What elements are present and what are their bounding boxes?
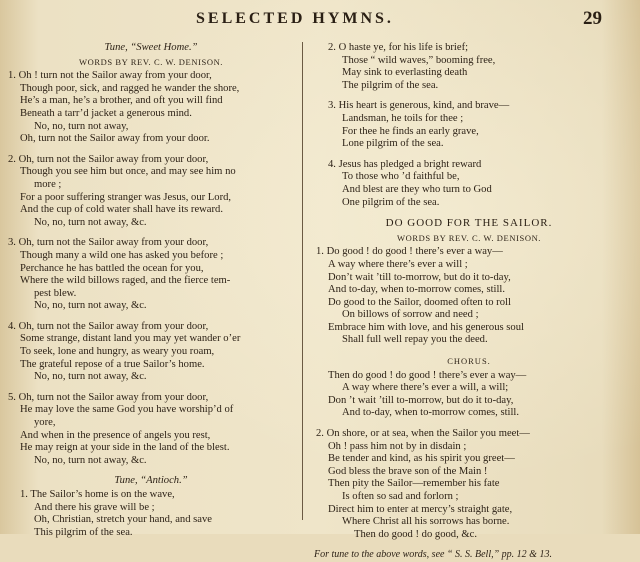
running-title: SELECTED HYMNS. — [196, 10, 394, 27]
verse-line: 4. Jesus has pledged a bright reward — [328, 158, 482, 170]
verse-line: No, no, turn not away, &c. — [34, 300, 147, 312]
verse-line: For a poor suffering stranger was Jesus, our Lord, — [20, 191, 232, 203]
verse-line: Then pity the Sailor—remember his fate — [328, 478, 500, 490]
words-credit: WORDS BY REV. C. W. DENISON. — [396, 232, 542, 243]
verse-line: To those who ’d faithful be, — [342, 171, 460, 183]
verse-line: Though poor, sick, and ragged he wander the shore, — [20, 82, 240, 94]
verse-line: Embrace him with love, and his generous soul — [328, 321, 524, 333]
verse-line: 3. Oh, turn not the Sailor away from your door, — [8, 237, 209, 249]
verse-line: No, no, turn not away, &c. — [34, 454, 147, 466]
verse-line: The pilgrim of the sea. — [342, 79, 439, 91]
verse-line: yore, — [34, 417, 56, 429]
hymn-stanza-3 — [6, 237, 296, 313]
verse-line: For thee he finds an early grave, — [342, 125, 479, 137]
words-credit: WORDS BY REV. C. W. DENISON. — [78, 56, 224, 67]
verse-line: Is often so sad and forlorn ; — [342, 491, 459, 502]
verse-line: On billows of sorrow and need ; — [342, 309, 479, 321]
hymn-stanza-2 — [6, 154, 296, 230]
verse-line: Where Christ all his sorrows has borne. — [342, 516, 510, 528]
verse-line: One pilgrim of the sea. — [342, 196, 440, 208]
chorus — [314, 370, 624, 420]
verse-line: A way where there’s ever a will, a will; — [342, 382, 509, 394]
verse-line: No, no, turn not away, — [34, 120, 129, 132]
verse-line: And to-day, when to-morrow comes, still. — [328, 284, 506, 296]
antioch-stanza-4 — [314, 159, 624, 209]
verse-line: pest blew. — [34, 287, 77, 299]
verse-line: And there his grave will be ; — [34, 501, 155, 513]
verse-line: He may love the same God you have worship’d of — [20, 404, 234, 416]
verse-line: Shall full well repay you the deed. — [342, 334, 488, 346]
do-good-stanza-1 — [314, 246, 624, 347]
antioch-stanza-2 — [314, 42, 624, 92]
verse-line: Direct him to enter at mercy’s straight gate, — [328, 503, 513, 515]
verse-line: A way where there’s ever a will ; — [328, 258, 468, 270]
verse-line: Then do good ! do good, &c. — [354, 528, 477, 540]
verse-line: Oh, turn not the Sailor away from your door. — [20, 133, 210, 145]
verse-line: The grateful repose of a true Sailor’s home. — [20, 358, 205, 370]
verse-line: 1. Do good ! do good ! there’s ever a way— — [316, 246, 503, 258]
hymn-stanza-1 — [6, 70, 296, 146]
verse-line: 4. Oh, turn not the Sailor away from your door, — [8, 320, 209, 332]
verse-line: Do good to the Sailor, doomed often to roll — [328, 296, 511, 308]
verse-line: 1. Oh ! turn not the Sailor away from your door, — [8, 70, 212, 82]
verse-line: This pilgrim of the sea. — [34, 526, 133, 538]
tune-heading-sweet-home: Tune, “Sweet Home.” — [104, 42, 198, 53]
hymn-stanza-5 — [6, 392, 296, 468]
verse-line: He’s a man, he’s a brother, and oft you will find — [20, 95, 223, 107]
page-number: 29 — [583, 8, 602, 29]
page-header — [0, 8, 640, 38]
verse-line: God bless the brave son of the Main ! — [328, 465, 488, 477]
tune-heading-antioch: Tune, “Antioch.” — [114, 475, 188, 487]
verse-line: Those “ wild waves,” booming free, — [342, 54, 496, 66]
antioch-stanza-3 — [314, 100, 624, 150]
verse-line: And the cup of cold water shall have its reward. — [20, 204, 223, 216]
verse-line: Be tender and kind, as his spirit you greet— — [328, 453, 515, 465]
do-good-stanza-2 — [314, 428, 624, 541]
antioch-stanza-1 — [6, 489, 296, 539]
tune-footnote: For tune to the above words, see “ S. S. Bell,” pp. 12 & 13. — [314, 549, 552, 561]
verse-line: Oh, Christian, stretch your hand, and save — [34, 514, 212, 526]
verse-line: And blest are they who turn to God — [342, 183, 492, 195]
verse-line: Landsman, he toils for thee ; — [342, 112, 464, 124]
verse-line: 1. The Sailor’s home is on the wave, — [20, 489, 175, 500]
verse-line: Don ’t wait ’till to-morrow, but do it to-day, — [328, 394, 514, 406]
verse-line: And to-day, when to-morrow comes, still. — [342, 407, 520, 419]
hymn-title-do-good: DO GOOD FOR THE SAILOR. — [385, 217, 553, 230]
verse-line: more ; — [34, 178, 62, 190]
right-column — [314, 42, 624, 562]
verse-line: 2. On shore, or at sea, when the Sailor you meet— — [316, 428, 530, 440]
verse-line: Don’t wait ’till to-morrow, but do it to-day, — [328, 271, 511, 283]
verse-line: 2. Oh, turn not the Sailor away from your door, — [8, 153, 209, 165]
verse-line: Some strange, distant land you may yet wander o’er — [20, 333, 241, 345]
verse-line: Though many a wild one has asked you before ; — [20, 249, 224, 261]
left-column — [6, 42, 296, 547]
verse-line: To seek, lone and hungry, as weary you roam, — [20, 346, 215, 358]
chorus-label: CHORUS. — [447, 356, 491, 367]
column-divider — [302, 42, 303, 520]
verse-line: Perchance he has battled the ocean for you, — [20, 262, 204, 274]
verse-line: Where the wild billows raged, and the fierce tem- — [20, 275, 231, 287]
verse-line: Lone pilgrim of the sea. — [342, 138, 444, 150]
verse-line: 3. His heart is generous, kind, and brave— — [328, 100, 510, 112]
verse-line: No, no, turn not away, &c. — [34, 371, 147, 383]
hymn-stanza-4 — [6, 321, 296, 384]
verse-line: Then do good ! do good ! there’s ever a way— — [328, 369, 527, 381]
verse-line: He may reign at your side in the land of the blest. — [20, 442, 230, 454]
verse-line: No, no, turn not away, &c. — [34, 216, 147, 228]
verse-line: Though you see him but once, and may see him no — [20, 166, 236, 178]
verse-line: 5. Oh, turn not the Sailor away from your door, — [8, 391, 209, 403]
verse-line: 2. O haste ye, for his life is brief; — [328, 42, 469, 53]
verse-line: Beneath a tarr’d jacket a generous mind. — [20, 107, 192, 119]
verse-line: Oh ! pass him not by in disdain ; — [328, 440, 467, 452]
verse-line: And when in the presence of angels you rest, — [20, 429, 211, 441]
verse-line: May sink to everlasting death — [342, 67, 468, 79]
